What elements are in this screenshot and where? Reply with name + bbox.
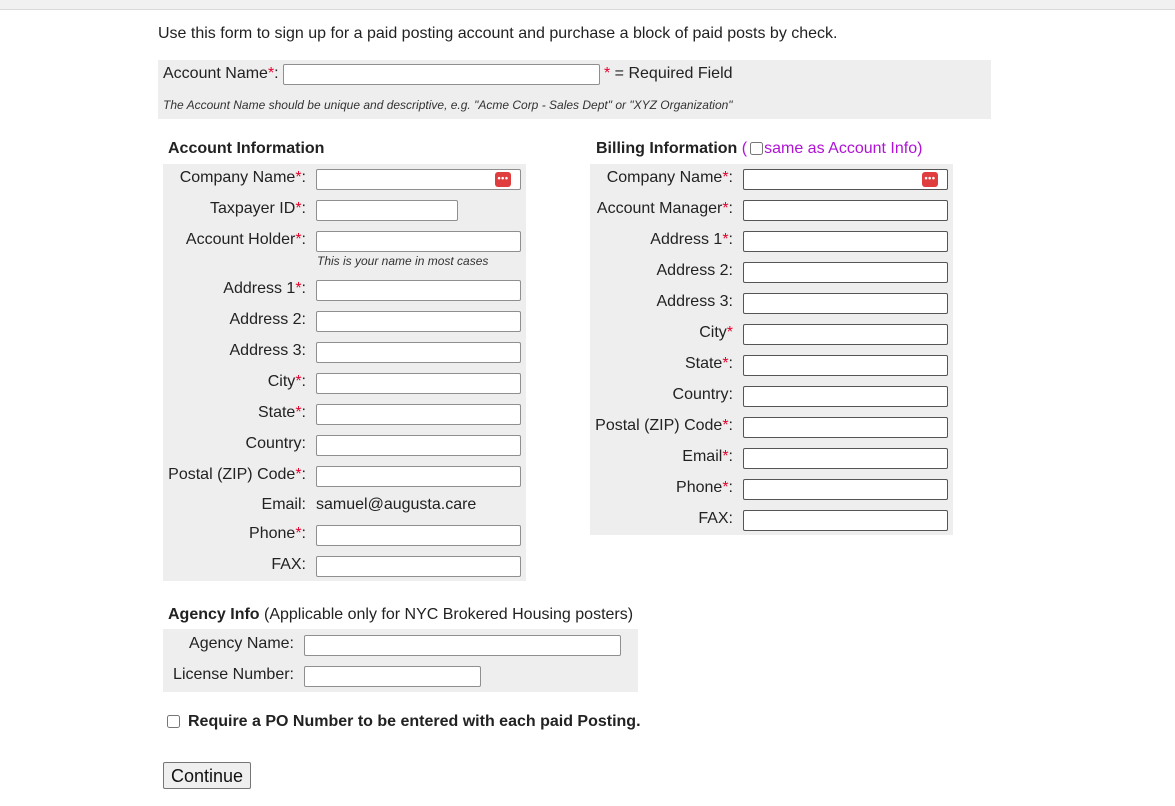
- account-phone-label: Phone*:: [249, 525, 306, 542]
- agency-name-input[interactable]: [304, 635, 621, 656]
- account-country-input[interactable]: [316, 435, 521, 456]
- same-as-account-checkbox[interactable]: [750, 142, 763, 155]
- billing-email-label: Email*:: [682, 448, 733, 465]
- billing-phone-label: Phone*:: [676, 479, 733, 496]
- account-email-value: samuel@augusta.care: [316, 496, 477, 513]
- continue-button[interactable]: Continue: [163, 762, 251, 789]
- account-company-name-label: Company Name*:: [179, 169, 306, 186]
- po-number-label: Require a PO Number to be entered with each paid Posting.: [188, 713, 641, 730]
- account-taxpayer-id-input[interactable]: [316, 200, 458, 221]
- account-state-label: State*:: [257, 404, 306, 421]
- account-email-label: Email:: [261, 496, 306, 513]
- agency-name-label: Agency Name:: [189, 635, 294, 652]
- billing-account-manager-input[interactable]: [743, 200, 948, 221]
- account-country-label: Country:: [245, 435, 306, 452]
- license-number-input[interactable]: [304, 666, 481, 687]
- billing-address-3-label: Address 3:: [656, 293, 733, 310]
- account-fax-label: FAX:: [271, 556, 306, 573]
- agency-info-header: Agency Info (Applicable only for NYC Brokered Housing posters): [168, 606, 634, 623]
- required-field-legend: * = Required Field: [604, 65, 733, 82]
- account-city-label: City*:: [267, 373, 306, 390]
- account-address-2-label: Address 2:: [229, 311, 306, 328]
- account-state-input[interactable]: [316, 404, 521, 425]
- account-address-3-label: Address 3:: [229, 342, 306, 359]
- billing-postal-zip-code-label: Postal (ZIP) Code*:: [595, 417, 733, 434]
- account-phone-input[interactable]: [316, 525, 521, 546]
- billing-state-input[interactable]: [743, 355, 948, 376]
- billing-address-1-input[interactable]: [743, 231, 948, 252]
- billing-address-2-input[interactable]: [743, 262, 948, 283]
- account-fax-input[interactable]: [316, 556, 521, 577]
- billing-company-name-input[interactable]: [743, 169, 948, 190]
- billing-address-1-label: Address 1*:: [650, 231, 733, 248]
- password-manager-icon[interactable]: •••: [922, 172, 938, 187]
- billing-company-name-label: Company Name*:: [606, 169, 733, 186]
- billing-phone-input[interactable]: [743, 479, 948, 500]
- billing-country-label: Country:: [672, 386, 733, 403]
- account-account-holder-label: Account Holder*:: [185, 231, 306, 248]
- billing-account-manager-label: Account Manager*:: [596, 200, 733, 217]
- intro-text: Use this form to sign up for a paid posting account and purchase a block of paid posts by check.: [158, 25, 838, 42]
- account-address-1-label: Address 1*:: [223, 280, 306, 297]
- account-company-name-input[interactable]: [316, 169, 521, 190]
- billing-country-input[interactable]: [743, 386, 948, 407]
- billing-state-label: State*:: [684, 355, 733, 372]
- billing-city-label: City*: [699, 324, 733, 341]
- account-taxpayer-id-label: Taxpayer ID*:: [209, 200, 306, 217]
- license-number-label: License Number:: [173, 666, 294, 683]
- account-postal-zip-code-input[interactable]: [316, 466, 521, 487]
- account-name-hint: The Account Name should be unique and descriptive, e.g. "Acme Corp - Sales Dept" or "XYZ Organization": [163, 98, 733, 112]
- account-holder-hint: This is your name in most cases: [317, 254, 489, 268]
- billing-postal-zip-code-input[interactable]: [743, 417, 948, 438]
- account-address-1-input[interactable]: [316, 280, 521, 301]
- billing-fax-input[interactable]: [743, 510, 948, 531]
- account-city-input[interactable]: [316, 373, 521, 394]
- account-name-input[interactable]: [283, 64, 600, 85]
- account-account-holder-input[interactable]: [316, 231, 521, 252]
- billing-email-input[interactable]: [743, 448, 948, 469]
- account-address-3-input[interactable]: [316, 342, 521, 363]
- billing-city-input[interactable]: [743, 324, 948, 345]
- account-info-title: Account Information: [168, 140, 325, 157]
- po-number-checkbox[interactable]: [167, 715, 180, 728]
- billing-fax-label: FAX:: [698, 510, 733, 527]
- billing-info-header: Billing Information ( same as Account Info): [596, 140, 923, 157]
- account-address-2-input[interactable]: [316, 311, 521, 332]
- password-manager-icon[interactable]: •••: [495, 172, 511, 187]
- account-name-label: Account Name*:: [163, 65, 279, 82]
- same-as-account-label[interactable]: same as Account Info): [764, 140, 923, 157]
- account-postal-zip-code-label: Postal (ZIP) Code*:: [168, 466, 306, 483]
- billing-address-2-label: Address 2:: [656, 262, 733, 279]
- billing-address-3-input[interactable]: [743, 293, 948, 314]
- browser-top-strip: [0, 0, 1175, 10]
